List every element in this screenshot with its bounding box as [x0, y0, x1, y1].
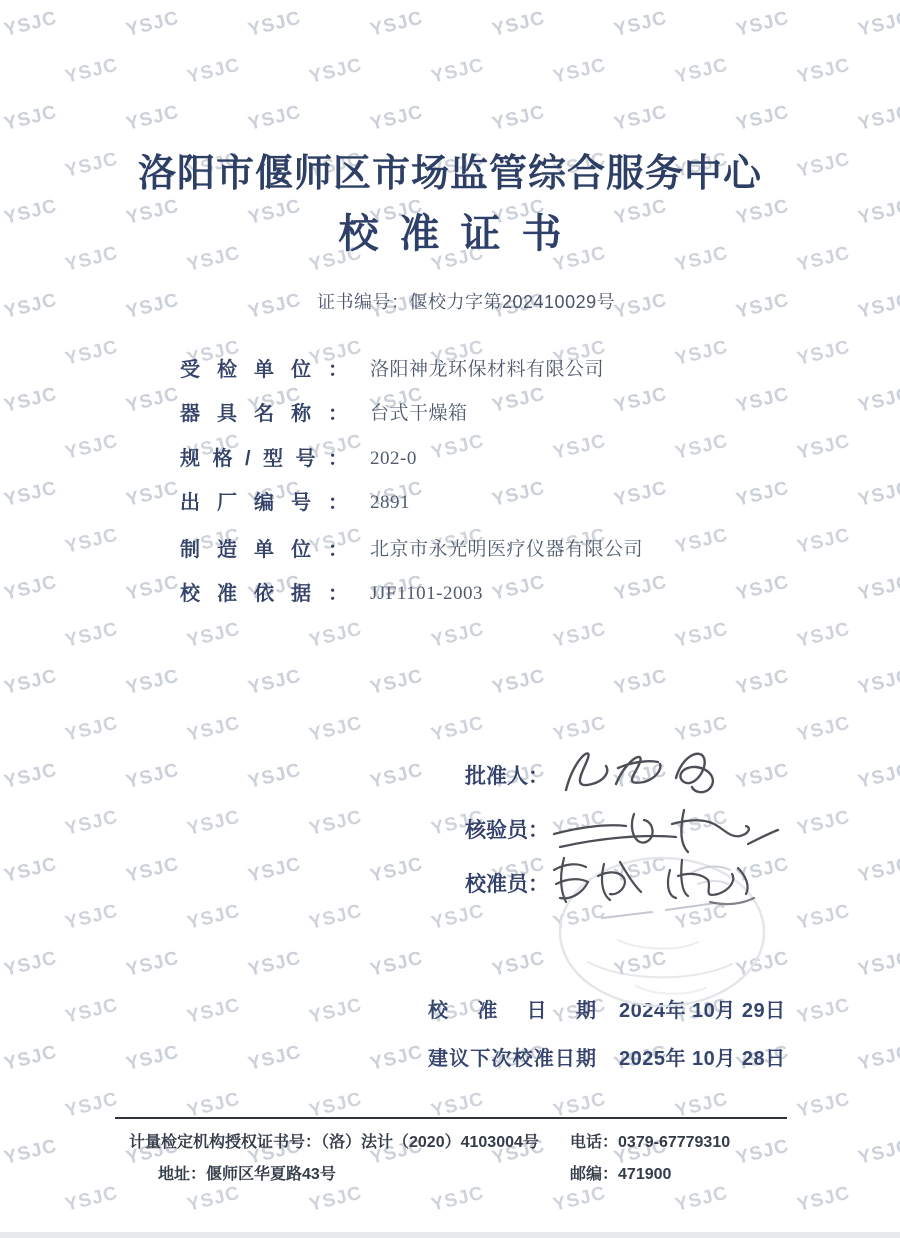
signature-label: 校准员： — [465, 873, 549, 896]
phone-value: 0379-67779310 — [618, 1134, 731, 1151]
calibrator-handwritten-signature — [548, 848, 773, 912]
field-value: 202-0 — [370, 448, 417, 469]
footer — [115, 1117, 787, 1187]
date-value: 2025年 10月 28日 — [619, 1048, 786, 1070]
address-line — [158, 1163, 336, 1187]
signature-row-approver — [465, 762, 549, 792]
field-row-calibration-basis — [180, 580, 800, 608]
field-value: 2891 — [370, 492, 410, 513]
certificate-number: 证书编号：偃校力字第202410029号 — [317, 292, 616, 312]
field-row-model — [180, 445, 800, 473]
phone-line — [570, 1131, 730, 1155]
document-title: 校准证书 — [338, 212, 583, 256]
footer-row-2 — [115, 1163, 787, 1187]
signature-row-verifier — [465, 816, 549, 846]
date-value: 2024年 10月 29日 — [619, 1000, 786, 1022]
field-value: 台式干燥箱 — [370, 403, 468, 424]
field-row-serial-number — [180, 489, 800, 517]
signature-block — [465, 762, 549, 900]
certificate-fields — [180, 356, 800, 608]
postal-line — [570, 1163, 671, 1187]
field-label: 出厂编号： — [180, 492, 348, 514]
field-label: 制造单位： — [180, 539, 348, 561]
field-row-manufacturer — [180, 536, 800, 564]
field-row-instrument-name — [180, 400, 800, 428]
address-value: 偃师区华夏路43号 — [206, 1166, 336, 1183]
date-label: 校准日期 — [428, 1000, 596, 1022]
field-value: 洛阳神龙环保材料有限公司 — [370, 359, 605, 380]
postal-label: 邮编： — [570, 1166, 619, 1183]
field-label: 受检单位： — [180, 359, 348, 381]
signature-label: 核验员： — [465, 819, 549, 842]
postal-value: 471900 — [618, 1166, 672, 1183]
org-title: 洛阳市偃师区市场监管综合服务中心 — [137, 153, 762, 195]
date-label: 建议下次校准日期 — [428, 1048, 596, 1070]
signature-label: 批准人： — [465, 765, 549, 788]
address-label: 地址： — [158, 1166, 207, 1183]
phone-label: 电话： — [570, 1134, 619, 1151]
field-value: 北京市永光明医疗仪器有限公司 — [370, 539, 644, 560]
field-value: JJF1101-2003 — [370, 583, 483, 604]
footer-row-1 — [115, 1131, 787, 1155]
signature-row-calibrator — [465, 870, 549, 900]
date-row-next-calibration — [428, 1046, 786, 1073]
field-label: 器具名称： — [180, 403, 348, 425]
authorization-certificate-number: 计量检定机构授权证书号：（洛）法计（2020）4103004号 — [129, 1134, 539, 1151]
field-row-inspected-unit — [180, 356, 800, 384]
field-label: 校准依据： — [180, 583, 348, 605]
field-label: 规格/型号： — [180, 448, 348, 470]
